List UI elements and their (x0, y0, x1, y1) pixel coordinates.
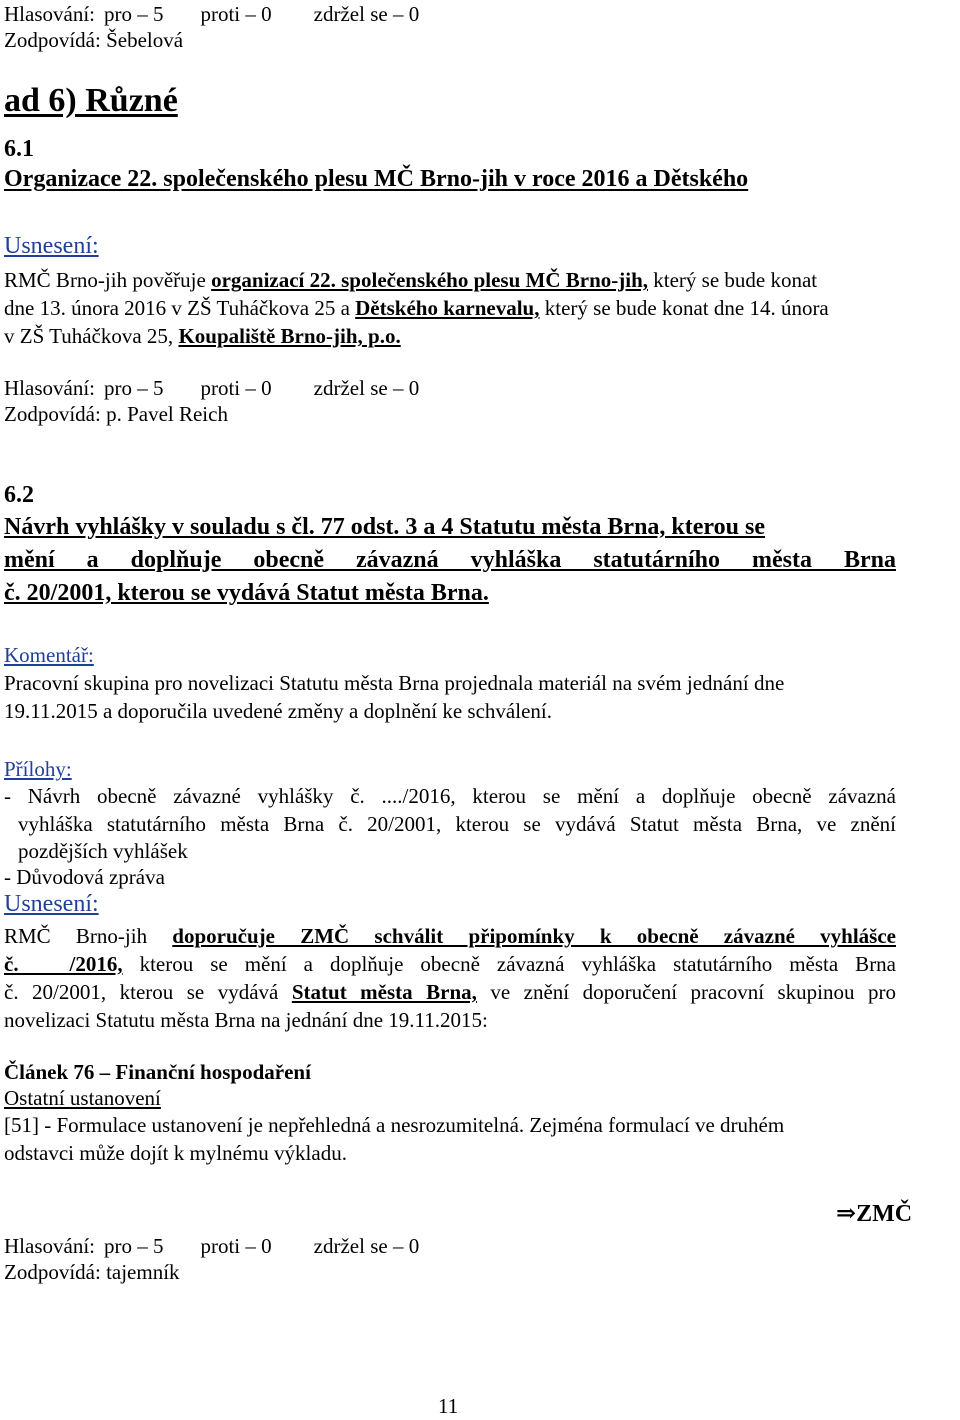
text-span: č. 20/2001, kterou se vydává (4, 980, 292, 1004)
item-title: Návrh vyhlášky v souladu s čl. 77 odst. 3 a 4 Statutu města Brna, kterou se (4, 514, 765, 540)
resolution-text-line (4, 266, 817, 294)
voting-label: Hlasování: (4, 376, 95, 400)
voting-proti: proti – 0 (200, 1234, 272, 1258)
voting-pro: pro – 5 (103, 376, 164, 400)
voting-pro: pro – 5 (103, 2, 164, 26)
article-title: Článek 76 – Finanční hospodaření (4, 1060, 311, 1084)
text-span: RMČ Brno-jih pověřuje (4, 268, 212, 292)
voting-line (4, 374, 419, 402)
resolution-label: Usnesení: (4, 891, 99, 917)
resolution-text-line: novelizaci Statutu města Brna na jednání dne 19.11.2015: (4, 1008, 488, 1032)
attachment-item: - Důvodová zpráva (4, 865, 165, 889)
responsible-line: Zodpovídá: Šebelová (4, 28, 184, 52)
text-span-emphasis: doporučuje ZMČ schválit připomínky k obecně závazné vyhlášce (172, 924, 896, 948)
responsible-line: Zodpovídá: p. Pavel Reich (4, 402, 228, 426)
resolution-label: Usnesení: (4, 233, 99, 259)
comment-text: Pracovní skupina pro novelizaci Statutu města Brna projednala materiál na svém jednání dne (4, 671, 785, 695)
resolution-text-line (4, 294, 829, 322)
resolution-text-line (4, 322, 401, 350)
item-title: Organizace 22. společenského plesu MČ Brno-jih v roce 2016 a Dětského (4, 166, 749, 192)
text-span: který se bude konat (648, 268, 818, 292)
text-span: který se bude konat dne 14. února (539, 296, 829, 320)
item-title: č. 20/2001, kterou se vydává Statut města Brna. (4, 580, 489, 606)
note-text: [51] - Formulace ustanovení je nepřehledná a nesrozumitelná. Zejména formulací ve druhém (4, 1113, 785, 1137)
provisions-subtitle: Ostatní ustanovení (4, 1086, 161, 1110)
note-text: odstavci může dojít k mylnému výkladu. (4, 1141, 347, 1165)
voting-label: Hlasování: (4, 1234, 95, 1258)
comment-text: 19.11.2015 a doporučila uvedené změny a doplnění ke schválení. (4, 699, 552, 723)
voting-line (4, 1232, 419, 1260)
attachment-item: - Návrh obecně závazné vyhlášky č. ..../2016, kterou se mění a doplňuje obecně závazná (4, 784, 896, 808)
text-span-emphasis: Koupaliště Brno-jih, p.o. (178, 324, 401, 348)
text-span-emphasis: Statut města Brna, (291, 980, 477, 1004)
voting-abstain: zdržel se – 0 (313, 2, 420, 26)
voting-abstain: zdržel se – 0 (313, 376, 420, 400)
text-span: kterou se mění a doplňuje obecně závazná vyhláška statutárního města Brna (122, 952, 897, 976)
voting-label: Hlasování: (4, 2, 95, 26)
implies-arrow-icon: ⇒ (836, 1201, 857, 1227)
attachments-label: Přílohy: (4, 757, 72, 781)
resolution-text-line (4, 922, 896, 950)
text-span-emphasis: Dětského karnevalu, (355, 296, 540, 320)
item-title: mění a doplňuje obecně závazná vyhláška statutárního města Brna (4, 547, 896, 573)
text-span: RMČ Brno-jih (4, 924, 173, 948)
voting-abstain: zdržel se – 0 (313, 1234, 420, 1258)
resolution-text-line (4, 978, 896, 1006)
text-span: v ZŠ Tuháčkova 25, (4, 324, 179, 348)
resolution-text-line (4, 950, 896, 978)
text-span: dne 13. února 2016 v ZŠ Tuháčkova 25 a (4, 296, 356, 320)
text-span-emphasis: č. /2016, (4, 952, 123, 976)
attachment-item: vyhláška statutárního města Brna č. 20/2001, kterou se vydává Statut města Brna, ve znění (18, 812, 896, 836)
item-number: 6.2 (4, 482, 34, 508)
voting-proti: proti – 0 (200, 376, 272, 400)
item-number: 6.1 (4, 136, 34, 162)
attachment-item: pozdějších vyhlášek (18, 839, 188, 863)
text-span-emphasis: organizací 22. společenského plesu MČ Brno-jih, (211, 268, 648, 292)
voting-line (4, 0, 419, 28)
section-heading: ad 6) Různé (4, 82, 178, 119)
target-label: ZMČ (856, 1201, 913, 1227)
page-number: 11 (438, 1394, 459, 1418)
comment-label: Komentář: (4, 643, 94, 667)
voting-pro: pro – 5 (103, 1234, 164, 1258)
target-marker (836, 1200, 912, 1228)
voting-proti: proti – 0 (200, 2, 272, 26)
text-span: ve znění doporučení pracovní skupinou pro (476, 980, 896, 1004)
responsible-line: Zodpovídá: tajemník (4, 1260, 180, 1284)
